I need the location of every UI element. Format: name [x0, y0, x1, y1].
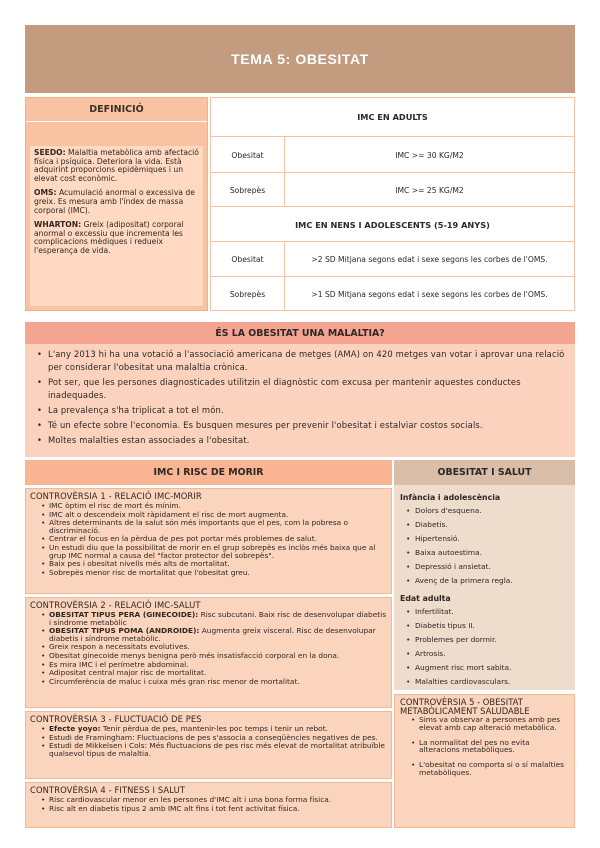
list-item: • Problemes per dormir.	[406, 635, 575, 644]
list-item: • Hipertensió.	[406, 534, 575, 543]
list-item: • Pot ser, que les persones diagnosticades utilitzin el diagnòstic com excusa per mantenir aquestes conductes inadequades.	[37, 376, 565, 402]
controversia-5-title: CONTROVÈRSIA 5 - OBESITAT METABÒLICAMENT SALUDABLE	[400, 697, 530, 716]
controversia-2-list	[30, 611, 387, 685]
list-item: • Baix pes i obesitat nivells més alts de mortalitat.	[42, 560, 387, 568]
definition-term: OMS:	[34, 188, 57, 198]
controversia-1-box	[25, 488, 392, 594]
list-item: • Altres determinants de la salut són més importants que el pes, com la pobresa o discriminació.	[42, 519, 387, 534]
list-item: • Circumferència de maluc i cuixa més gran risc menor de mortalitat.	[42, 678, 387, 686]
list-item	[42, 725, 387, 733]
definition-body	[30, 146, 203, 306]
list-item: • La prevalença s'ha triplicat a tot el món.	[37, 404, 565, 417]
list-item: • Sims va observar a persones amb pes elevat amb cap alteració metabòlica.	[411, 716, 569, 732]
salut-box	[394, 460, 575, 690]
list-item: • Infertilitat.	[406, 607, 575, 616]
list-item: • La normalitat del pes no evita alteracions metabòliques.	[411, 739, 569, 755]
imc-row-value: IMC >= 30 KG/M2	[395, 150, 464, 160]
list-item: • Es mira IMC i el perímetre abdominal.	[42, 661, 387, 669]
list-item: • Augment risc mort sabita.	[406, 663, 575, 672]
list-item: • Diabetis tipus II.	[406, 621, 575, 630]
definition-text: Greix (adipositat) corporal anormal o excessiu que incrementa les complicacions mèdiques i redueix l'esperança de vida.	[34, 220, 184, 255]
imc-nens-row	[211, 241, 574, 277]
list-item: • Centrar el focus en la pèrdua de pes pot portar més problemes de salut.	[42, 535, 387, 543]
list-item: • IMC òptim el risc de mort és mínim.	[42, 502, 387, 510]
definition-heading: DEFINICIÓ	[26, 98, 207, 122]
controversia-1-title: CONTROVÈRSIA 1 - RELACIÓ IMC-MORIR	[30, 491, 202, 501]
imc-adults-row	[211, 136, 574, 173]
list-item: • Sobrepès menor risc de mortalitat que l'obesitat greu.	[42, 569, 387, 577]
imc-nens-heading: IMC EN NENS I ADOLESCENTS (5-19 ANYS)	[295, 219, 490, 230]
item-text: Tenir pèrdua de pes, mantenir-les poc temps i tenir un rebot.	[100, 724, 328, 733]
page-header	[25, 25, 575, 93]
definition-oms	[34, 189, 199, 215]
controversia-1-list	[30, 502, 387, 576]
list-item: • Dolors d'esquena.	[406, 506, 575, 515]
adulta-list	[394, 607, 575, 686]
item-term: OBESITAT TIPUS PERA (GINECOIDE):	[49, 610, 199, 619]
item-term: Efecte yoyo:	[49, 724, 101, 733]
imc-row-value: IMC >= 25 KG/M2	[395, 185, 464, 195]
imc-row-value: >2 SD Mitjana segons edat i sexe segons les corbes de l'OMS.	[311, 255, 548, 264]
salut-heading: OBESITAT I SALUT	[394, 460, 575, 485]
imc-nens-row	[211, 276, 574, 311]
imc-table	[210, 97, 575, 311]
list-item: • Baixa autoestima.	[406, 548, 575, 557]
risc-heading: IMC I RISC DE MORIR	[25, 460, 392, 485]
malaltia-heading: ÉS LA OBESITAT UNA MALALTIA?	[25, 322, 575, 344]
list-item	[42, 611, 387, 626]
imc-row-value: >1 SD Mitjana segons edat i sexe segons les corbes de l'OMS.	[311, 289, 548, 299]
controversia-4-box	[25, 782, 392, 828]
list-item: • Un estudi diu que la possibilitat de morir en el grup sobrepès es inclòs més baixa que al grup IMC normal a causa del "factor protector del sobrepès".	[42, 544, 387, 559]
list-item: • L'any 2013 hi ha una votació a l'associació americana de metges (AMA) on 420 metges van votar i aprovar una relació per considerar l'obesitat una malaltia crònica.	[37, 348, 565, 374]
controversia-4-title: CONTROVÈRSIA 4 - FITNESS I SALUT	[30, 785, 186, 795]
list-item: • Moltes malalties estan associades a l'obesitat.	[37, 434, 565, 447]
list-item: • Greix respon a necessitats evolutives.	[42, 643, 387, 651]
list-item: • Risc alt en diabetis tipus 2 amb IMC alt fins i tot fent activitat física.	[42, 805, 387, 813]
adulta-title: Edat adulta	[400, 594, 451, 603]
controversia-5-list	[400, 716, 569, 777]
imc-row-label: Obesitat	[211, 137, 285, 173]
controversia-4-list	[30, 796, 387, 812]
list-item: • Malalties cardiovasculars.	[406, 677, 575, 686]
controversia-3-box	[25, 711, 392, 779]
list-item: • Obesitat ginecoide menys benigna però més insatisfacció corporal en la dona.	[42, 652, 387, 660]
list-item: • Avenç de la primera regla.	[406, 576, 575, 585]
malaltia-box	[25, 322, 575, 457]
definition-wharton	[34, 221, 199, 255]
controversia-3-list	[30, 725, 387, 757]
imc-row-label: Obesitat	[211, 242, 285, 277]
list-item: • Estudi de Framingham: Fluctuacions de pes s'associa a conseqüències negatives de pes.	[42, 734, 387, 742]
definition-box	[25, 97, 208, 311]
controversia-3-title: CONTROVÈRSIA 3 - FLUCTUACIÓ DE PES	[30, 714, 202, 724]
definition-seedo	[34, 149, 199, 183]
malaltia-list	[25, 348, 575, 447]
infancia-list	[394, 506, 575, 585]
list-item: • Estudi de Mikkelsen i Cols: Més fluctuacions de pes risc més elevat de mortalitat atribuïble qualsevol tipus de malaltia.	[42, 742, 387, 757]
list-item	[42, 627, 387, 642]
list-item: • Diabetis.	[406, 520, 575, 529]
definition-text: Acumulació anormal o excessiva de greix. Es mesura amb l'índex de massa corporal (IMC).	[34, 188, 195, 215]
definition-term: WHARTON:	[34, 220, 82, 230]
item-text: Augmenta greix visceral. Risc de desenvolupar diabetis i síndrome metabòlic.	[49, 626, 376, 643]
imc-adults-heading: IMC EN ADULTS	[357, 112, 428, 122]
controversia-2-box	[25, 597, 392, 708]
imc-row-label: Sobrepès	[211, 277, 285, 311]
list-item: • Risc cardiovascular menor en les persones d'IMC alt i una bona forma física.	[42, 796, 387, 804]
list-item: • Artrosis.	[406, 649, 575, 658]
list-item: • IMC alt o descendeix molt ràpidament el risc de mort augmenta.	[42, 511, 387, 519]
infancia-title: Infància i adolescència	[400, 493, 501, 502]
list-item: • L'obesitat no comporta si o sí malalties metabòliques.	[411, 761, 569, 777]
imc-row-label: Sobrepès	[211, 173, 285, 207]
controversia-5-box	[394, 694, 575, 828]
item-term: OBESITAT TIPUS POMA (ANDROIDE):	[49, 626, 200, 636]
list-item: • Depressió i ansietat.	[406, 562, 575, 571]
list-item: • Adipositat central major risc de mortalitat.	[42, 669, 387, 677]
list-item: • Té un efecte sobre l'economia. Es busquen mesures per prevenir l'obesitat i estalviar costos socials.	[37, 419, 565, 432]
imc-adults-row	[211, 172, 574, 207]
definition-term: SEEDO:	[34, 148, 66, 157]
page-title: TEMA 5: OBESITAT	[231, 51, 369, 67]
item-text: Risc subcutani. Baix risc de desenvolupar diabetis i síndrome metabòlic	[49, 610, 387, 627]
imc-nens-heading-row	[211, 206, 574, 242]
controversia-2-title: CONTROVÈRSIA 2 - RELACIÓ IMC-SALUT	[30, 600, 201, 610]
definition-text: Malaltia metabòlica amb afectació física i psíquica. Deteriora la vida. Està adquirint proporcions epidèmiques i un elevat cost econòmic.	[34, 148, 199, 183]
